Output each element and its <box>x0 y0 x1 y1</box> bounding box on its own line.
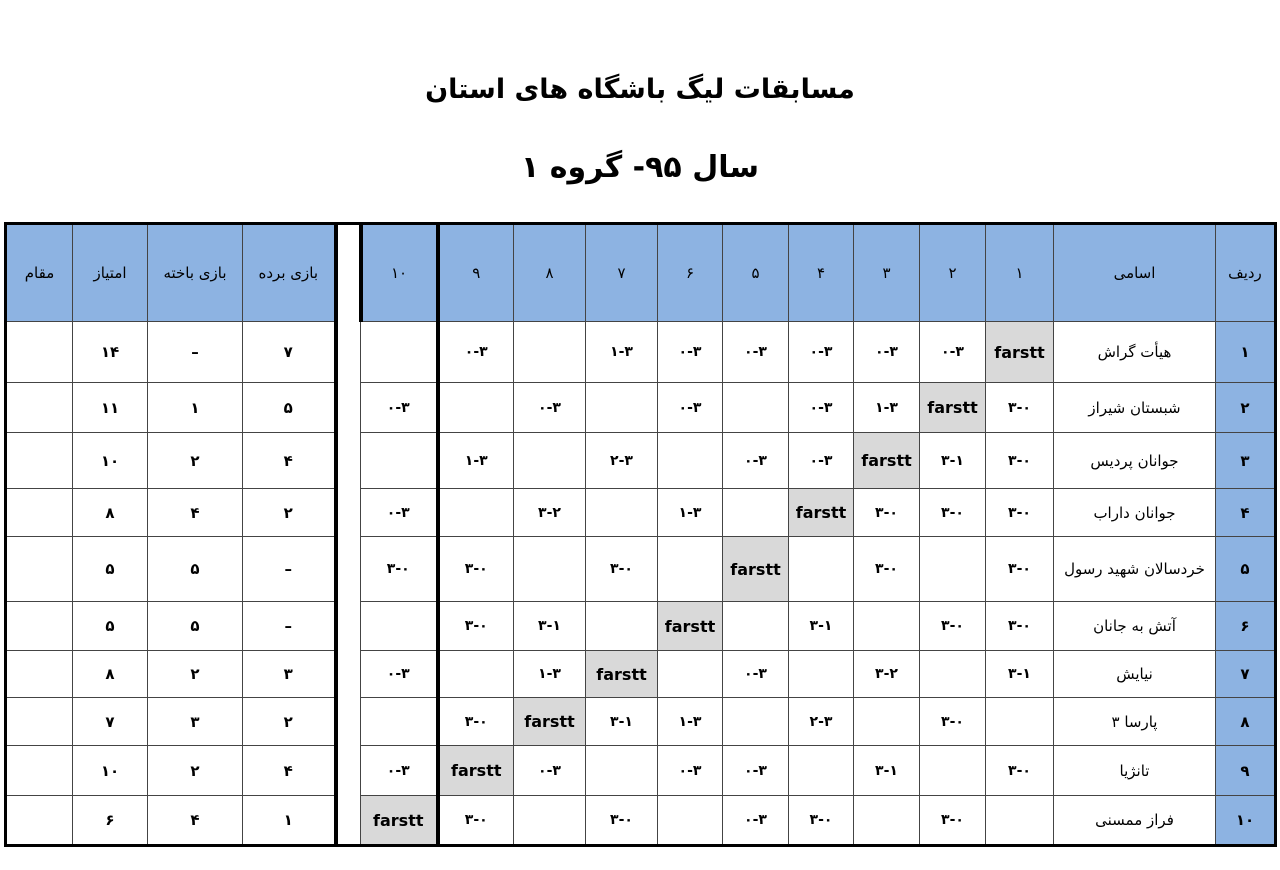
result-cell: ۰-۳ <box>361 489 438 537</box>
team-name: تانژیا <box>1054 746 1216 796</box>
team-name: جوانان داراب <box>1054 489 1216 537</box>
header-col-1: ۱ <box>986 224 1054 322</box>
result-cell: ۰-۳ <box>658 322 723 383</box>
result-cell: ۰-۳ <box>920 322 986 383</box>
header-col-3: ۳ <box>854 224 920 322</box>
result-cell <box>438 651 514 698</box>
page-subtitle: سال ۹۵- گروه ۱ <box>521 150 759 185</box>
self-match-cell: farstt <box>920 383 986 433</box>
row-number: ۷ <box>1216 651 1276 698</box>
rank-cell <box>6 433 73 489</box>
result-cell: ۰-۳ <box>789 322 854 383</box>
team-name: فراز ممسنی <box>1054 796 1216 846</box>
result-cell: ۳-۰ <box>920 489 986 537</box>
result-cell: ۰-۳ <box>514 746 586 796</box>
result-cell <box>658 537 723 602</box>
result-cell: ۱-۳ <box>658 489 723 537</box>
result-cell <box>986 796 1054 846</box>
row-number: ۵ <box>1216 537 1276 602</box>
won-cell: ۲ <box>243 698 336 746</box>
result-cell: ۰-۳ <box>361 383 438 433</box>
gap-cell <box>336 651 361 698</box>
table-row <box>6 698 1276 746</box>
self-match-cell: farstt <box>658 602 723 651</box>
result-cell <box>723 383 789 433</box>
header-points: امتیاز <box>73 224 148 322</box>
result-cell <box>361 602 438 651</box>
rank-cell <box>6 651 73 698</box>
table-row <box>6 746 1276 796</box>
rank-cell <box>6 602 73 651</box>
result-cell: ۱-۳ <box>854 383 920 433</box>
rank-cell <box>6 322 73 383</box>
result-cell: ۳-۲ <box>854 651 920 698</box>
row-number: ۶ <box>1216 602 1276 651</box>
points-cell: ۸ <box>73 489 148 537</box>
self-match-cell: farstt <box>789 489 854 537</box>
header-col-2: ۲ <box>920 224 986 322</box>
result-cell: ۳-۰ <box>438 602 514 651</box>
header-col-8: ۸ <box>514 224 586 322</box>
rank-cell <box>6 383 73 433</box>
result-cell: ۳-۰ <box>438 796 514 846</box>
table-row <box>6 602 1276 651</box>
result-cell <box>789 651 854 698</box>
self-match-cell: farstt <box>361 796 438 846</box>
gap-cell <box>336 698 361 746</box>
result-cell: ۱-۳ <box>658 698 723 746</box>
result-cell <box>438 489 514 537</box>
result-cell: ۰-۳ <box>438 322 514 383</box>
result-cell: ۳-۰ <box>438 698 514 746</box>
result-cell: ۳-۱ <box>854 746 920 796</box>
result-cell: ۰-۳ <box>658 383 723 433</box>
team-name: آتش به جانان <box>1054 602 1216 651</box>
lost-cell: – <box>148 322 243 383</box>
row-number: ۳ <box>1216 433 1276 489</box>
result-cell: ۳-۰ <box>789 796 854 846</box>
result-cell <box>658 433 723 489</box>
won-cell: – <box>243 537 336 602</box>
result-cell: ۳-۰ <box>854 489 920 537</box>
gap-cell <box>336 433 361 489</box>
header-row-number: ردیف <box>1216 224 1276 322</box>
page-title: مسابقات لیگ باشگاه های استان <box>425 74 855 105</box>
lost-cell: ۲ <box>148 651 243 698</box>
result-cell: ۳-۰ <box>854 537 920 602</box>
points-cell: ۱۴ <box>73 322 148 383</box>
result-cell <box>789 746 854 796</box>
result-cell: ۰-۳ <box>723 322 789 383</box>
result-cell <box>854 796 920 846</box>
gap-cell <box>336 383 361 433</box>
won-cell: ۴ <box>243 433 336 489</box>
league-table <box>4 222 1277 847</box>
self-match-cell: farstt <box>586 651 658 698</box>
rank-cell <box>6 796 73 846</box>
result-cell: ۳-۰ <box>986 433 1054 489</box>
result-cell: ۳-۰ <box>920 602 986 651</box>
rank-cell <box>6 746 73 796</box>
result-cell <box>658 796 723 846</box>
points-cell: ۶ <box>73 796 148 846</box>
result-cell <box>514 433 586 489</box>
gap-cell <box>336 489 361 537</box>
result-cell: ۳-۰ <box>986 383 1054 433</box>
team-name: نیایش <box>1054 651 1216 698</box>
table-row <box>6 796 1276 846</box>
result-cell: ۲-۳ <box>586 433 658 489</box>
result-cell <box>658 651 723 698</box>
table-row <box>6 537 1276 602</box>
result-cell <box>514 796 586 846</box>
lost-cell: ۲ <box>148 433 243 489</box>
result-cell: ۰-۳ <box>514 383 586 433</box>
points-cell: ۵ <box>73 537 148 602</box>
result-cell: ۰-۳ <box>361 651 438 698</box>
team-name: جوانان پردیس <box>1054 433 1216 489</box>
points-cell: ۱۰ <box>73 746 148 796</box>
result-cell: ۳-۰ <box>920 698 986 746</box>
result-cell: ۰-۳ <box>789 383 854 433</box>
result-cell: ۰-۳ <box>658 746 723 796</box>
header-col-9: ۹ <box>438 224 514 322</box>
result-cell <box>723 489 789 537</box>
result-cell: ۰-۳ <box>723 433 789 489</box>
result-cell <box>920 651 986 698</box>
result-cell: ۰-۳ <box>723 796 789 846</box>
table-row <box>6 383 1276 433</box>
result-cell <box>361 433 438 489</box>
result-cell <box>723 602 789 651</box>
team-name: خردسالان شهید رسول <box>1054 537 1216 602</box>
won-cell: ۴ <box>243 746 336 796</box>
won-cell: ۱ <box>243 796 336 846</box>
table-row <box>6 433 1276 489</box>
header-rank: مقام <box>6 224 73 322</box>
table-row <box>6 322 1276 383</box>
result-cell: ۳-۱ <box>920 433 986 489</box>
gap-column <box>336 224 361 322</box>
result-cell: ۳-۱ <box>789 602 854 651</box>
result-cell: ۰-۳ <box>361 746 438 796</box>
header-row <box>6 224 1276 322</box>
result-cell: ۳-۰ <box>438 537 514 602</box>
lost-cell: ۵ <box>148 602 243 651</box>
won-cell: ۵ <box>243 383 336 433</box>
lost-cell: ۳ <box>148 698 243 746</box>
result-cell <box>514 322 586 383</box>
points-cell: ۱۱ <box>73 383 148 433</box>
lost-cell: ۴ <box>148 796 243 846</box>
team-name: شبستان شیراز <box>1054 383 1216 433</box>
result-cell: ۳-۰ <box>920 796 986 846</box>
result-cell: ۳-۲ <box>514 489 586 537</box>
gap-cell <box>336 746 361 796</box>
points-cell: ۸ <box>73 651 148 698</box>
points-cell: ۷ <box>73 698 148 746</box>
table-row <box>6 651 1276 698</box>
lost-cell: ۱ <box>148 383 243 433</box>
result-cell: ۳-۱ <box>586 698 658 746</box>
header-col-6: ۶ <box>658 224 723 322</box>
result-cell: ۱-۳ <box>514 651 586 698</box>
result-cell <box>789 537 854 602</box>
result-cell: ۳-۱ <box>514 602 586 651</box>
result-cell: ۰-۳ <box>723 746 789 796</box>
result-cell <box>586 746 658 796</box>
result-cell: ۰-۳ <box>854 322 920 383</box>
self-match-cell: farstt <box>723 537 789 602</box>
self-match-cell: farstt <box>854 433 920 489</box>
won-cell: ۳ <box>243 651 336 698</box>
result-cell: ۳-۰ <box>986 537 1054 602</box>
gap-cell <box>336 322 361 383</box>
gap-cell <box>336 602 361 651</box>
header-lost: بازی باخته <box>148 224 243 322</box>
gap-cell <box>336 796 361 846</box>
result-cell <box>586 383 658 433</box>
result-cell: ۰-۳ <box>789 433 854 489</box>
result-cell: ۳-۰ <box>586 796 658 846</box>
table-row <box>6 489 1276 537</box>
rank-cell <box>6 537 73 602</box>
result-cell: ۳-۱ <box>986 651 1054 698</box>
header-col-5: ۵ <box>723 224 789 322</box>
rank-cell <box>6 698 73 746</box>
header-col-4: ۴ <box>789 224 854 322</box>
result-cell <box>854 698 920 746</box>
self-match-cell: farstt <box>438 746 514 796</box>
result-cell <box>920 537 986 602</box>
result-cell <box>361 322 438 383</box>
row-number: ۱۰ <box>1216 796 1276 846</box>
result-cell: ۲-۳ <box>789 698 854 746</box>
result-cell <box>723 698 789 746</box>
rank-cell <box>6 489 73 537</box>
won-cell: – <box>243 602 336 651</box>
gap-cell <box>336 537 361 602</box>
won-cell: ۷ <box>243 322 336 383</box>
result-cell: ۳-۰ <box>986 746 1054 796</box>
result-cell <box>438 383 514 433</box>
row-number: ۹ <box>1216 746 1276 796</box>
header-won: بازی برده <box>243 224 336 322</box>
result-cell: ۱-۳ <box>438 433 514 489</box>
self-match-cell: farstt <box>514 698 586 746</box>
result-cell: ۳-۰ <box>361 537 438 602</box>
row-number: ۲ <box>1216 383 1276 433</box>
lost-cell: ۴ <box>148 489 243 537</box>
lost-cell: ۵ <box>148 537 243 602</box>
team-name: پارسا ۳ <box>1054 698 1216 746</box>
points-cell: ۱۰ <box>73 433 148 489</box>
points-cell: ۵ <box>73 602 148 651</box>
result-cell: ۳-۰ <box>586 537 658 602</box>
row-number: ۱ <box>1216 322 1276 383</box>
lost-cell: ۲ <box>148 746 243 796</box>
result-cell: ۳-۰ <box>986 489 1054 537</box>
result-cell <box>986 698 1054 746</box>
result-cell <box>514 537 586 602</box>
result-cell <box>586 489 658 537</box>
header-names: اسامی <box>1054 224 1216 322</box>
result-cell <box>854 602 920 651</box>
result-cell <box>586 602 658 651</box>
result-cell <box>920 746 986 796</box>
result-cell <box>361 698 438 746</box>
header-col-10: ۱۰ <box>361 224 438 322</box>
won-cell: ۲ <box>243 489 336 537</box>
header-col-7: ۷ <box>586 224 658 322</box>
result-cell: ۱-۳ <box>586 322 658 383</box>
result-cell: ۰-۳ <box>723 651 789 698</box>
row-number: ۸ <box>1216 698 1276 746</box>
self-match-cell: farstt <box>986 322 1054 383</box>
result-cell: ۳-۰ <box>986 602 1054 651</box>
row-number: ۴ <box>1216 489 1276 537</box>
team-name: هیأت گراش <box>1054 322 1216 383</box>
